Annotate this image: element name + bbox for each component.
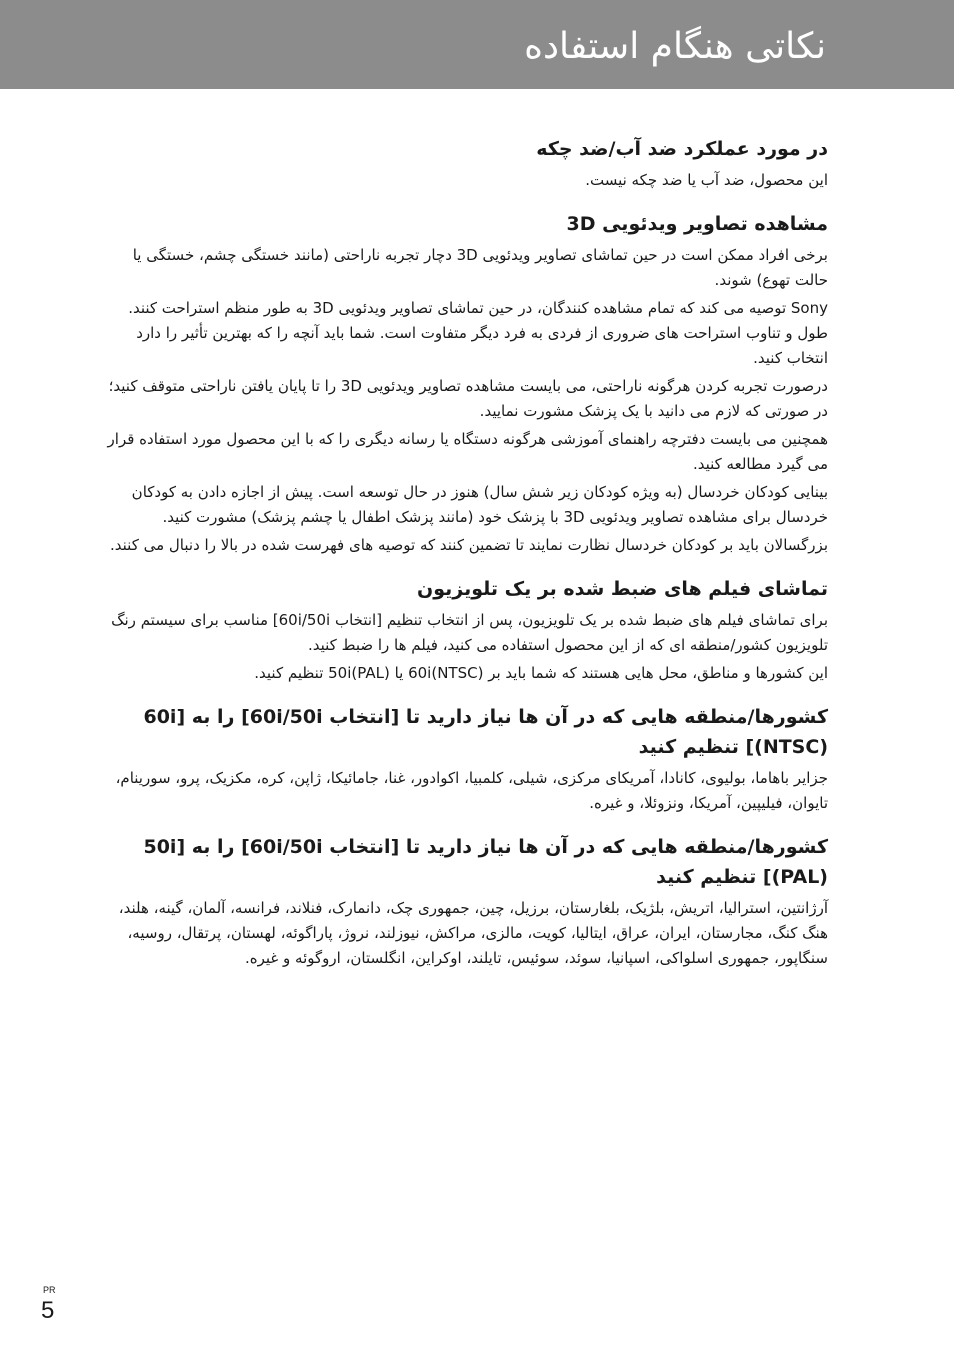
paragraph: این کشورها و مناطق، محل هایی هستند که شما باید بر 60i(NTSC) یا 50i(PAL) تنظیم کنید. (254, 664, 828, 682)
page-language-code: PR (43, 1285, 56, 1295)
paragraph: همچنین می بایست دفترچه راهنمای آموزشی هرگونه دستگاه یا رسانه دیگری را که با این محصول مورد استفاده قرار می گیرد مطالعه کنید. (107, 430, 828, 473)
section-tv-viewing (98, 574, 828, 686)
section-heading: تماشای فیلم های ضبط شده بر یک تلویزیون (416, 578, 828, 600)
page-title: نکاتی هنگام استفاده (524, 26, 826, 67)
header-bar (0, 0, 954, 89)
section-heading: در مورد عملکرد ضد آب/ضد چکه (536, 138, 828, 160)
section-3d-viewing (98, 209, 828, 558)
page-number: 5 (41, 1297, 55, 1324)
paragraph: بینایی کودکان خردسال (به ویژه کودکان زیر شش سال) هنوز در حال توسعه است. پیش از اجازه دادن به کودکان خردسال برای مشاهده تصاویر ویدئویی 3D با پزشک خود (مانند پزشک اطفال یا چشم پزشک) مشورت کنید. (131, 483, 828, 526)
section-heading: کشورها/منطقه هایی که در آن ها نیاز دارید تا [انتخاب 60i/50i] را به [60i (NTSC)] تنظیم کنید (143, 706, 828, 758)
paragraph: بزرگسالان باید بر کودکان خردسال نظارت نمایند تا تضمین کنند که توصیه های فهرست شده در بالا را دنبال می کنند. (110, 536, 828, 554)
section-heading: کشورها/منطقه هایی که در آن ها نیاز دارید تا [انتخاب 60i/50i] را به [50i (PAL)] تنظیم کنید (143, 836, 828, 888)
section-heading: مشاهده تصاویر ویدئویی 3D (566, 213, 828, 235)
paragraph: جزایر باهاما، بولیوی، کانادا، آمریکای مرکزی، شیلی، کلمبیا، اکوادور، غنا، جامائیکا، ژاپن، کره، مکزیک، پرو، سورینام، تایوان، فیلیپین، آمریکا، ونزوئلا، و غیره. (115, 769, 828, 812)
section-waterproof (98, 134, 828, 193)
paragraph: برای تماشای فیلم های ضبط شده بر یک تلویزیون، پس از انتخاب تنظیم [انتخاب 60i/50i] مناسب برای سیستم رنگ تلویزیون کشور/منطقه ای که از این محصول استفاده می کنید، فیلم ها را ضبط کنید. (111, 611, 828, 654)
section-ntsc-countries (98, 702, 828, 816)
paragraph: این محصول، ضد آب یا ضد چکه نیست. (585, 171, 828, 189)
paragraph: درصورت تجربه کردن هرگونه ناراحتی، می بایست مشاهده تصاویر ویدئویی 3D را تا پایان یافتن ناراحتی متوقف کنید؛ در صورتی که لازم می دانید با یک پزشک مشورت نمایید. (108, 377, 828, 420)
paragraph: برخی افراد ممکن است در حین تماشای تصاویر ویدئویی 3D دچار تجربه ناراحتی (مانند خستگی چشم، خستگی یا حالت تهوع) شوند. (132, 246, 828, 289)
paragraph: Sony توصیه می کند که تمام مشاهده کنندگان، در حین تماشای تصاویر ویدئویی 3D به طور منظم استراحت کنند. طول و تناوب استراحت های ضروری از فردی به فرد دیگر متفاوت است. شما باید آنچه را که بهترین تأثیر را دارد انتخاب کنید. (128, 299, 828, 367)
paragraph: آرژانتین، استرالیا، اتریش، بلژیک، بلغارستان، برزیل، چین، جمهوری چک، دانمارک، فنلاند، فرانسه، آلمان، گینه، هلند، هنگ کنگ، مجارستان، ایران، عراق، ایتالیا، کویت، مالزی، مراکش، نیوزلند، نروژ، پاراگوئه، لهستان، پرتقال، روسیه، سنگاپور، جمهوری اسلواکی، اسپانیا، سوئد، سوئیس، تایلند، اوکراین، انگلستان، اروگوئه و غیره. (118, 899, 828, 967)
content-area (98, 134, 828, 987)
section-pal-countries (98, 832, 828, 971)
